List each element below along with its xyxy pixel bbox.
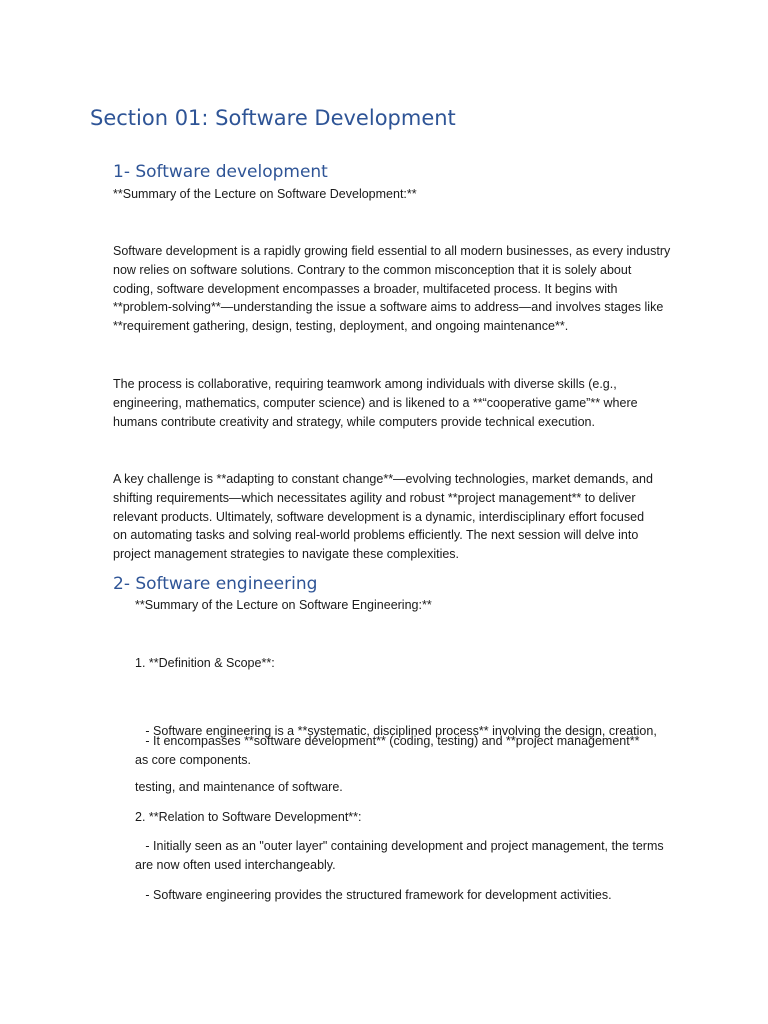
list-item-relation: [135, 808, 685, 827]
summary-label-software-development: [113, 185, 685, 204]
text-line: engineering, mathematics, computer science) and is likened to a **“cooperative game”** where: [113, 395, 638, 410]
text-line: testing, and maintenance of software.: [135, 779, 343, 794]
text-line: - Initially seen as an "outer layer" containing development and project management, the terms: [135, 839, 664, 853]
text-line: - Software engineering is a **systematic, disciplined process** involving the design, creation,: [135, 723, 657, 738]
text-line: now relies on software solutions. Contrary to the common misconception that it is solely about: [113, 262, 632, 277]
text-line: **problem-solving**—understanding the issue a software aims to address—and involves stages like: [113, 300, 664, 315]
text-line: shifting requirements—which necessitates agility and robust **project management** to deliver: [113, 490, 636, 505]
paragraph-challenge: [113, 470, 685, 564]
text-line: humans contribute creativity and strategy, while computers provide technical execution.: [113, 414, 595, 429]
text-line: **requirement gathering, design, testing, deployment, and ongoing maintenance**.: [113, 319, 569, 334]
heading-software-development: 1- Software development: [113, 162, 328, 182]
text-line: as core components.: [135, 752, 252, 767]
summary-label-software-engineering: [135, 596, 685, 615]
heading-software-engineering: 2- Software engineering: [113, 574, 318, 594]
bullet-encompasses: [135, 732, 685, 770]
text-line: - It encompasses **software development** (coding, testing) and **project management**: [135, 734, 640, 748]
text-line: on automating tasks and solving real-world problems efficiently. The next session will delve into: [113, 528, 639, 543]
text-line: relevant products. Ultimately, software development is a dynamic, interdisciplinary effort focused: [113, 509, 645, 524]
bullet-structured-framework: [135, 886, 685, 905]
text-line: **Summary of the Lecture on Software Engineering:**: [135, 598, 432, 612]
text-line: The process is collaborative, requiring teamwork among individuals with diverse skills (e.g.,: [113, 377, 617, 391]
text-line: - Software engineering provides the structured framework for development activities.: [135, 888, 612, 902]
paragraph-intro: [113, 242, 685, 336]
section-title: Section 01: Software Development: [90, 106, 456, 130]
list-item-definition-scope: [135, 654, 685, 673]
text-line: **Summary of the Lecture on Software Development:**: [113, 187, 417, 201]
paragraph-collaboration: [113, 375, 685, 431]
text-line: 1. **Definition & Scope**:: [135, 656, 275, 670]
bullet-outer-layer: [135, 837, 685, 875]
text-line: 2. **Relation to Software Development**:: [135, 810, 362, 824]
text-line: are now often used interchangeably.: [135, 857, 336, 872]
text-line: coding, software development encompasses a broader, multifaceted process. It begins with: [113, 281, 618, 296]
text-line: A key challenge is **adapting to constant change**—evolving technologies, market demands, and: [113, 472, 653, 486]
text-line: Software development is a rapidly growing field essential to all modern businesses, as every industry: [113, 244, 671, 258]
text-line: project management strategies to navigate these complexities.: [113, 547, 460, 562]
